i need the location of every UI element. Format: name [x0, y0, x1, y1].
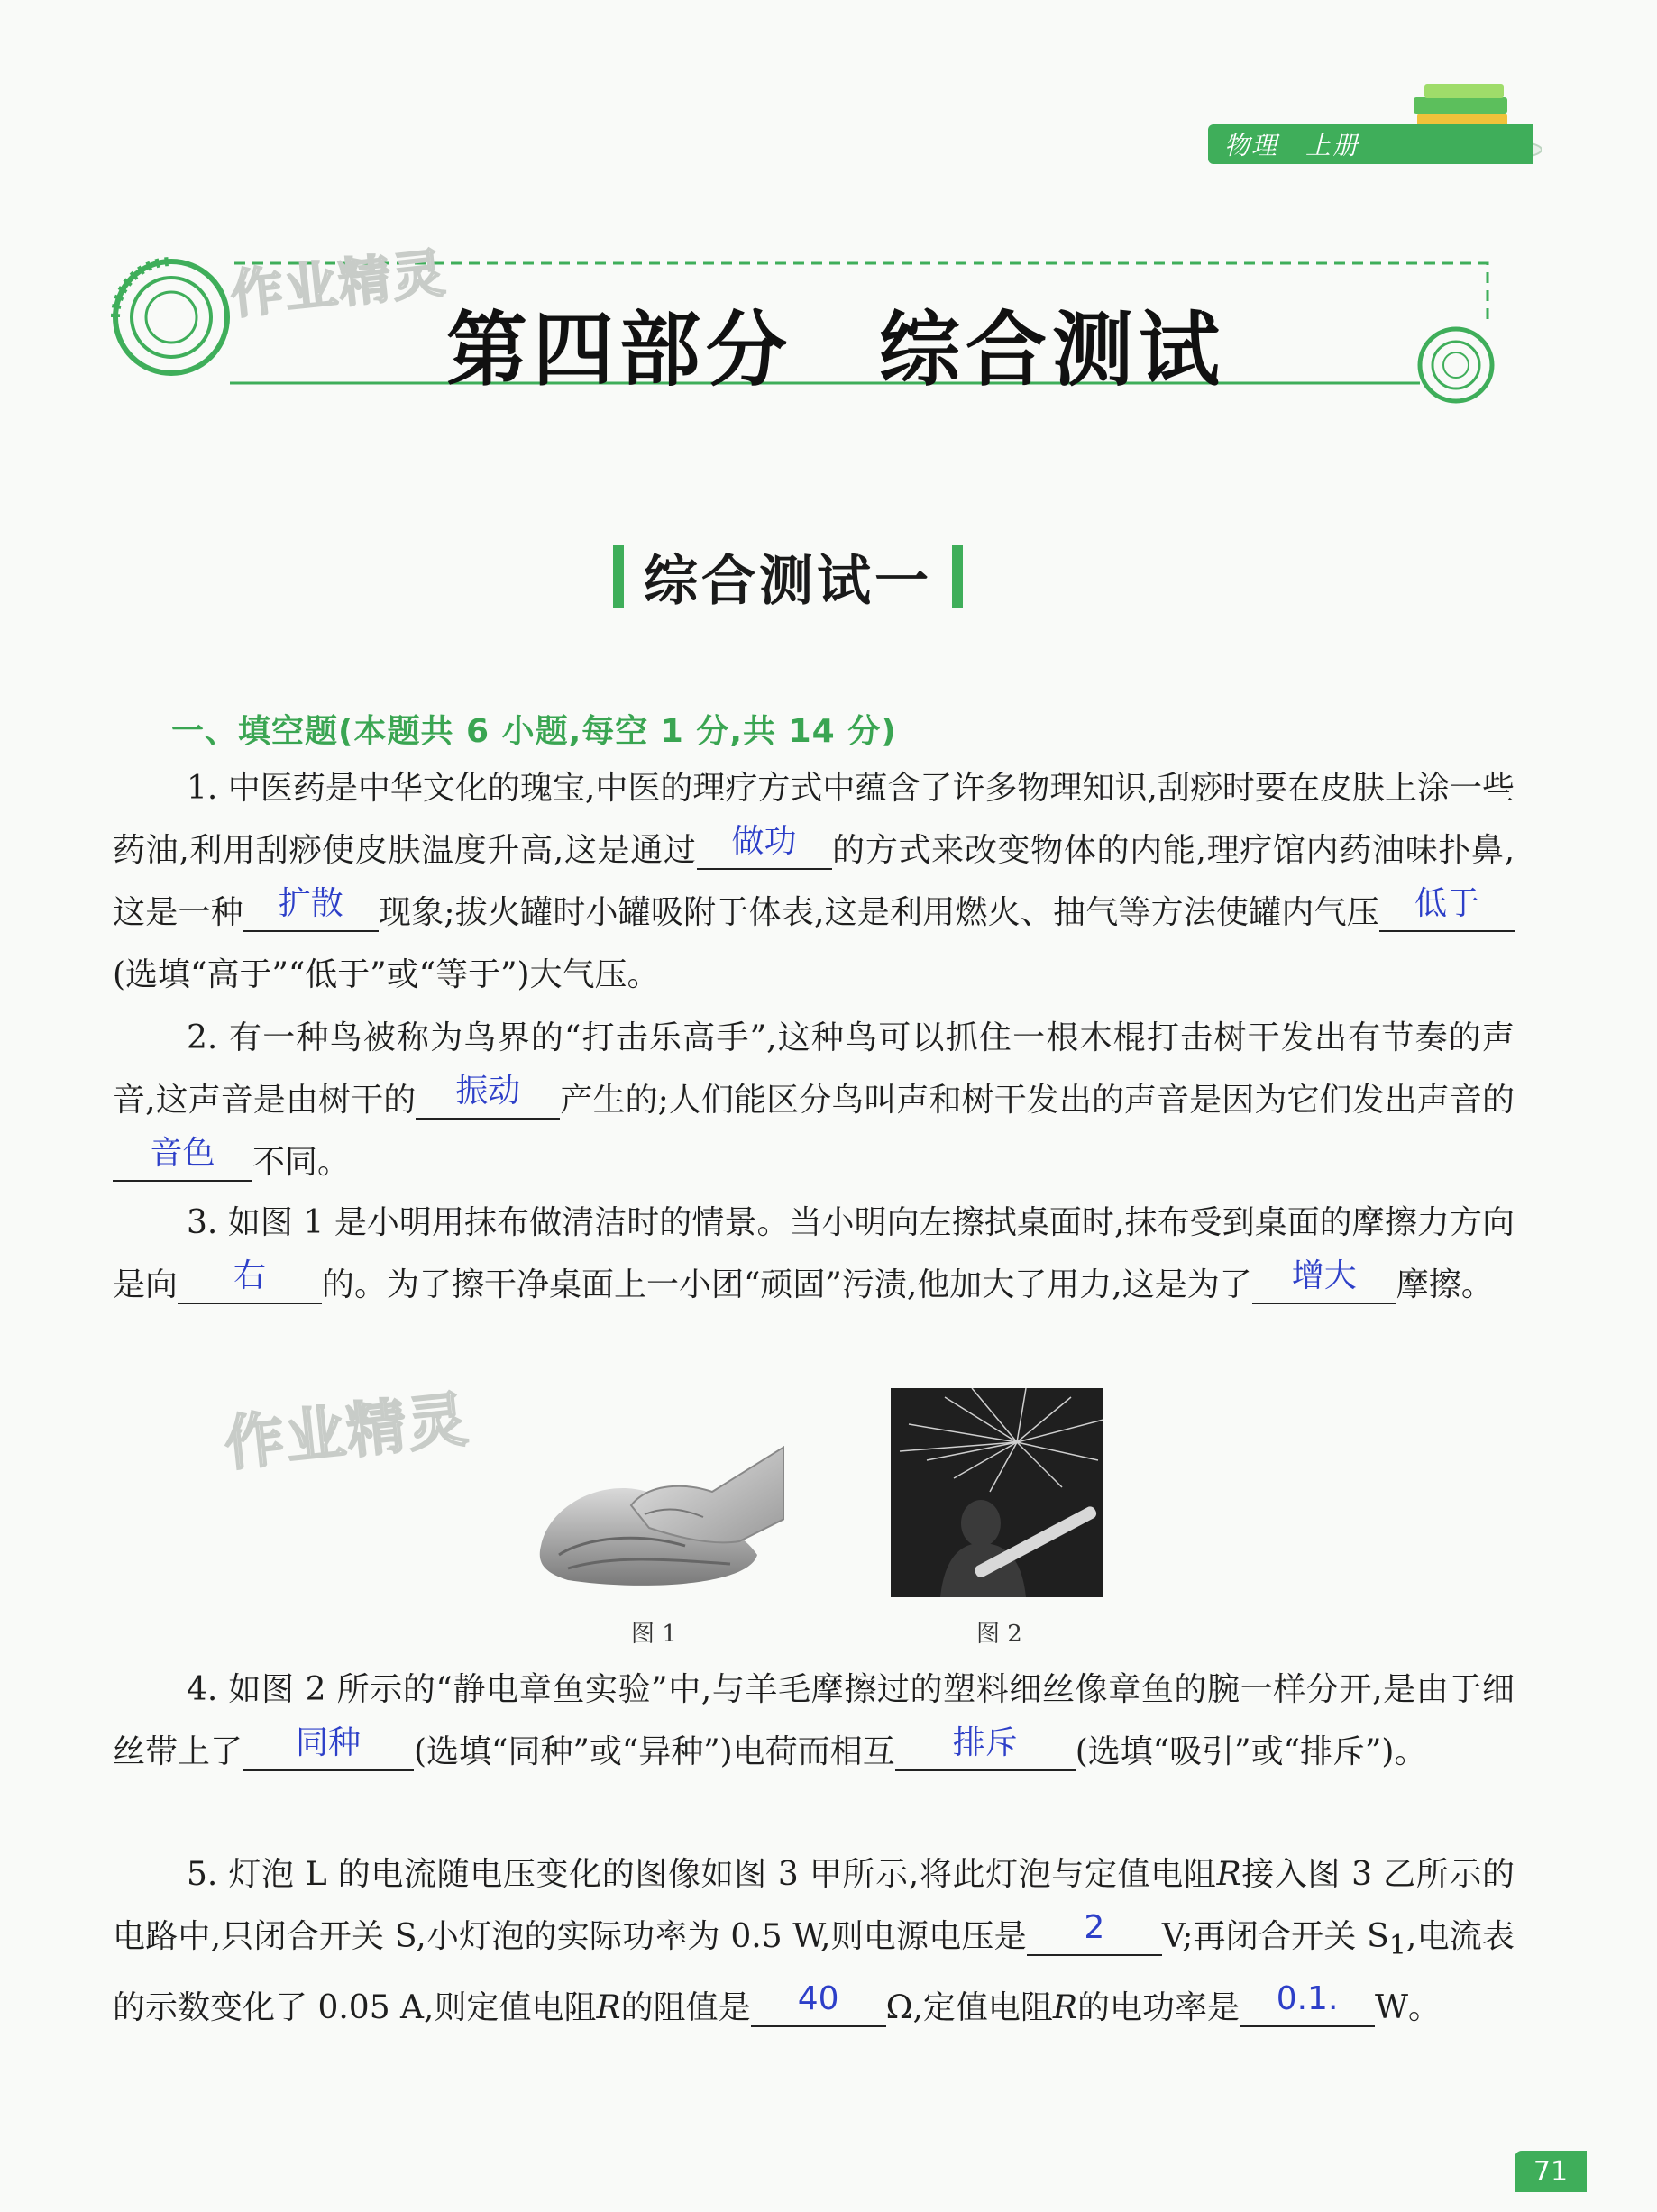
- q1-text-2: 的方式来改变物体的内能,理疗馆内药油味扑鼻,这是一种: [113, 832, 1515, 931]
- figure-1-caption: 图 1: [631, 1621, 677, 1648]
- q5-text-6: Ω,定值电阻: [885, 1989, 1053, 2027]
- q4-text-3: (选填“吸引”或“排斥”)。: [1075, 1733, 1427, 1770]
- figure-2-static-octopus-image: [891, 1388, 1103, 1597]
- q5-text-5: 的阻值是: [620, 1989, 751, 2027]
- question-1: [113, 757, 1515, 1006]
- test-title: 综合测试一: [644, 549, 932, 613]
- q4-text-2: (选填“同种”或“异种”)电荷而相互: [414, 1733, 895, 1770]
- q3-text-2: 的。为了擦干净桌面上一小团“顽固”污渍,他加大了用力,这是为了: [322, 1266, 1252, 1303]
- q5-answer-3: 0.1.: [1240, 1991, 1375, 2027]
- subject-tab: 物理 上册: [1208, 124, 1533, 164]
- q2-answer-2: 音色: [113, 1146, 252, 1182]
- q5-var-r-3: R: [1052, 1989, 1078, 2027]
- watermark: 作业精灵: [221, 1384, 472, 1479]
- title-bar-right: [952, 545, 963, 608]
- q3-text-3: 摩擦。: [1396, 1266, 1494, 1303]
- q4-answer-2: 排斥: [895, 1735, 1076, 1771]
- q3-answer-1: 右: [178, 1268, 322, 1304]
- q5-var-r-2: R: [596, 1989, 621, 2027]
- part-title: 第四部分 综合测试: [446, 302, 1225, 398]
- page-number: 71: [1515, 2151, 1587, 2192]
- q5-text-1: 5. 灯泡 L 的电流随电压变化的图像如图 3 甲所示,将此灯泡与定值电阻: [187, 1856, 1217, 1893]
- q1-answer-3: 低于: [1379, 896, 1515, 932]
- q5-text-4: ,电流表的示数变化了 0.05 A,则定值电阻: [113, 1918, 1515, 2027]
- q5-text-7: 的电功率是: [1077, 1989, 1240, 2027]
- q5-text-3: V;再闭合开关 S: [1161, 1918, 1389, 1955]
- q3-text-1: 3. 如图 1 是小明用抹布做清洁时的情景。当小明向左擦拭桌面时,抹布受到桌面的摩擦力方向是向: [113, 1204, 1515, 1303]
- q2-text-3: 不同。: [252, 1144, 351, 1181]
- figure-2-caption: 图 2: [976, 1621, 1022, 1648]
- q1-text-3: 现象;拔火罐时小罐吸附于体表,这是利用燃火、抽气等方法使罐内气压: [378, 894, 1379, 931]
- q1-answer-2: 扩散: [243, 896, 379, 932]
- q5-text-8: W。: [1375, 1989, 1442, 2027]
- figure-1-cloth-image: [532, 1420, 784, 1591]
- q5-text-2: 接入图 3 乙所示的电路中,只闭合开关 S,小灯泡的实际功率为 0.5 W,则电源电压是: [113, 1856, 1515, 1955]
- q1-answer-1: 做功: [697, 834, 832, 870]
- q1-text-1: 1. 中医药是中华文化的瑰宝,中医的理疗方式中蕴含了许多物理知识,刮痧时要在皮肤上涂一些药油,利用刮痧使皮肤温度升高,这是通过: [113, 770, 1515, 869]
- q5-subscript: 1: [1388, 1930, 1406, 1962]
- q1-text-4: (选填“高于”“低于”或“等于”)大气压。: [113, 956, 660, 993]
- test-title-block: [613, 543, 963, 613]
- q5-var-r-1: R: [1216, 1856, 1241, 1893]
- q4-answer-1: 同种: [243, 1735, 414, 1771]
- question-2: [113, 1007, 1515, 1193]
- question-3: [113, 1192, 1515, 1316]
- q3-answer-2: 增大: [1252, 1268, 1396, 1304]
- section-heading: 一、填空题(本题共 6 小题,每空 1 分,共 14 分): [171, 713, 897, 750]
- question-5: [113, 1843, 1515, 2039]
- q2-text-2: 产生的;人们能区分鸟叫声和树干发出的声音是因为它们发出声音的: [560, 1082, 1515, 1119]
- q2-text-1: 2. 有一种鸟被称为鸟界的“打击乐高手”,这种鸟可以抓住一根木棍打击树干发出有节奏的声音,这声音是由树干的: [113, 1019, 1515, 1119]
- q4-text-1: 4. 如图 2 所示的“静电章鱼实验”中,与羊毛摩擦过的塑料细丝像章鱼的腕一样分开,是由于细丝带上了: [113, 1671, 1515, 1770]
- question-4: [113, 1659, 1515, 1783]
- q5-answer-1: 2: [1027, 1920, 1162, 1956]
- q5-answer-2: 40: [751, 1991, 886, 2027]
- title-bar-left: [613, 545, 624, 608]
- watermark: 作业精灵: [227, 242, 450, 326]
- q2-answer-1: 振动: [416, 1083, 560, 1120]
